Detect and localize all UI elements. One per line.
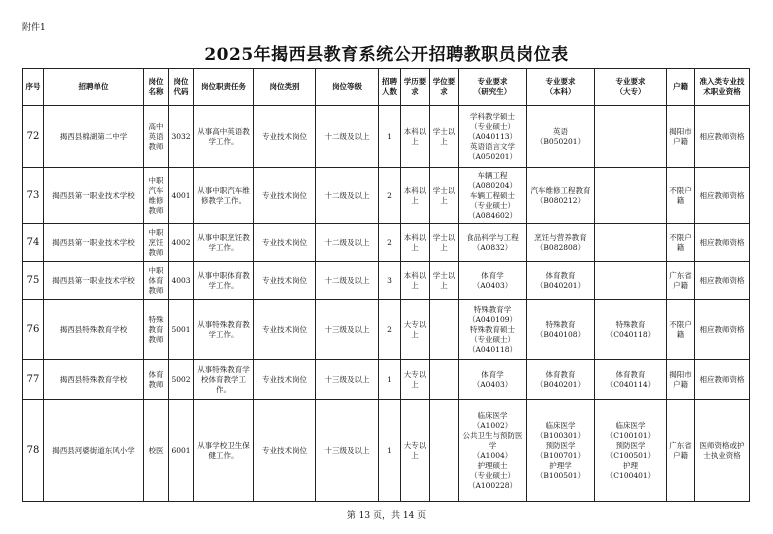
cell-edu: 本科以上 [401,168,430,224]
cell-unit: 揭西县棉湖第二中学 [44,106,144,168]
cell-grad: 特殊教育学 （A040109） 特殊教育硕士 （专业硕士） （A040118） [459,300,527,360]
cell-post: 中职烹饪教师 [144,224,169,262]
cell-duty: 从事特殊教育教学工作。 [194,300,254,360]
cell-code: 5001 [169,300,194,360]
cell-code: 4002 [169,224,194,262]
cell-degree: 学士以上 [430,224,459,262]
cell-duty: 从事特殊教育学校体育教学工作。 [194,360,254,400]
cell-category: 专业技术岗位 [254,360,316,400]
cell-assoc: 体育教育 （C040114） [595,360,667,400]
cell-degree [430,360,459,400]
cell-category: 专业技术岗位 [254,106,316,168]
header-cert: 准入类专业技术职业资格 [695,69,750,106]
cell-seq: 72 [23,106,44,168]
cell-grad: 学科教学硕士 （专业硕士） （A040113） 英语语言文学 （A050201） [459,106,527,168]
cell-cert: 相应教师资格 [695,262,750,300]
header-post: 岗位名称 [144,69,169,106]
cell-cert: 相应教师资格 [695,360,750,400]
cell-code: 4003 [169,262,194,300]
cell-count: 2 [379,300,401,360]
cell-post: 中职汽车维修教师 [144,168,169,224]
cell-unit: 揭西县第一职业技术学校 [44,262,144,300]
cell-post: 校医 [144,400,169,502]
cell-duty: 从事学校卫生保健工作。 [194,400,254,502]
header-bach-major: 专业要求 （本科） [527,69,595,106]
header-grad-major: 专业要求 （研究生） [459,69,527,106]
cell-level: 十二级及以上 [316,106,379,168]
cell-seq: 77 [23,360,44,400]
cell-duty: 从事中职汽车维修教学工作。 [194,168,254,224]
cell-unit: 揭西县第一职业技术学校 [44,224,144,262]
cell-seq: 76 [23,300,44,360]
header-code: 岗位代码 [169,69,194,106]
cell-huji: 广东省户籍 [667,400,695,502]
cell-duty: 从事中职烹饪教学工作。 [194,224,254,262]
page-title: 2025年揭西县教育系统公开招聘教职员岗位表 [204,45,569,65]
cell-category: 专业技术岗位 [254,300,316,360]
cell-count: 1 [379,360,401,400]
cell-code: 3032 [169,106,194,168]
cell-level: 十二级及以上 [316,224,379,262]
cell-degree: 学士以上 [430,168,459,224]
cell-bach: 烹饪与营养教育 （B082808） [527,224,595,262]
cell-unit: 揭西县河婆街道东风小学 [44,400,144,502]
table-row [23,224,750,262]
cell-count: 1 [379,400,401,502]
cell-bach: 体育教育 （B040201） [527,360,595,400]
cell-edu: 本科以上 [401,262,430,300]
table-row [23,300,750,360]
cell-degree: 学士以上 [430,262,459,300]
cell-assoc: 临床医学 （C100101） 预防医学 （C100501） 护理 （C100401） [595,400,667,502]
cell-bach: 临床医学 （B100301） 预防医学 （B100701） 护理学 （B100501） [527,400,595,502]
table-row [23,262,750,300]
cell-bach: 体育教育 （B040201） [527,262,595,300]
header-level: 岗位等级 [316,69,379,106]
cell-edu: 大专以上 [401,400,430,502]
cell-seq: 78 [23,400,44,502]
cell-duty: 从事高中英语教学工作。 [194,106,254,168]
table-header-row [23,69,750,106]
cell-grad: 体育学 （A0403） [459,262,527,300]
cell-seq: 73 [23,168,44,224]
cell-code: 5002 [169,360,194,400]
cell-degree [430,300,459,360]
header-assoc-major: 专业要求 （大专） [595,69,667,106]
cell-assoc [595,168,667,224]
table-row [23,360,750,400]
cell-level: 十三级及以上 [316,300,379,360]
cell-bach: 英语 （B050201） [527,106,595,168]
cell-code: 4001 [169,168,194,224]
cell-assoc [595,262,667,300]
cell-cert: 医师资格或护士执业资格 [695,400,750,502]
cell-category: 专业技术岗位 [254,400,316,502]
header-count: 招聘人数 [379,69,401,106]
cell-grad: 体育学 （A0403） [459,360,527,400]
cell-category: 专业技术岗位 [254,224,316,262]
cell-cert: 相应教师资格 [695,224,750,262]
cell-degree [430,400,459,502]
cell-grad: 临床医学 （A1002） 公共卫生与预防医学 （A1004） 护理硕士 （专业硕士） （A100228） [459,400,527,502]
header-unit: 招聘单位 [44,69,144,106]
cell-seq: 75 [23,262,44,300]
positions-table [22,68,750,502]
header-huji: 户籍 [667,69,695,106]
cell-grad: 车辆工程 （A080204） 车辆工程硕士 （专业硕士） （A084602） [459,168,527,224]
cell-level: 十二级及以上 [316,262,379,300]
attachment-label: 附件1 [22,23,46,33]
cell-assoc [595,224,667,262]
cell-huji: 不限户籍 [667,224,695,262]
cell-huji: 广东省户籍 [667,262,695,300]
cell-post: 中职体育教师 [144,262,169,300]
cell-cert: 相应教师资格 [695,168,750,224]
header-category: 岗位类别 [254,69,316,106]
cell-bach: 汽车维修工程教育 （B080212） [527,168,595,224]
cell-count: 1 [379,106,401,168]
cell-assoc [595,106,667,168]
cell-level: 十二级及以上 [316,168,379,224]
cell-count: 3 [379,262,401,300]
cell-post: 高中英语教师 [144,106,169,168]
cell-huji: 不限户籍 [667,300,695,360]
cell-count: 2 [379,224,401,262]
cell-grad: 食品科学与工程 （A0832） [459,224,527,262]
cell-count: 2 [379,168,401,224]
page-footer: 第 13 页，共 14 页 [346,511,427,521]
header-edu: 学历要求 [401,69,430,106]
cell-cert: 相应教师资格 [695,300,750,360]
cell-category: 专业技术岗位 [254,262,316,300]
cell-cert: 相应教师资格 [695,106,750,168]
cell-edu: 本科以上 [401,224,430,262]
table-row [23,400,750,502]
cell-unit: 揭西县特殊教育学校 [44,300,144,360]
cell-level: 十三级及以上 [316,400,379,502]
cell-assoc: 特殊教育 （C040118） [595,300,667,360]
header-duty: 岗位职责任务 [194,69,254,106]
table-row [23,106,750,168]
cell-category: 专业技术岗位 [254,168,316,224]
cell-duty: 从事中职体育教学工作。 [194,262,254,300]
cell-post: 特殊教育教师 [144,300,169,360]
cell-huji: 揭阳市户籍 [667,106,695,168]
header-degree: 学位要求 [430,69,459,106]
cell-bach: 特殊教育 （B040108） [527,300,595,360]
cell-edu: 大专以上 [401,300,430,360]
cell-edu: 大专以上 [401,360,430,400]
cell-unit: 揭西县第一职业技术学校 [44,168,144,224]
table-row [23,168,750,224]
cell-code: 6001 [169,400,194,502]
cell-edu: 本科以上 [401,106,430,168]
cell-unit: 揭西县特殊教育学校 [44,360,144,400]
cell-degree: 学士以上 [430,106,459,168]
cell-huji: 揭阳市户籍 [667,360,695,400]
cell-level: 十三级及以上 [316,360,379,400]
cell-seq: 74 [23,224,44,262]
cell-huji: 不限户籍 [667,168,695,224]
cell-post: 体育教师 [144,360,169,400]
header-seq: 序号 [23,69,44,106]
